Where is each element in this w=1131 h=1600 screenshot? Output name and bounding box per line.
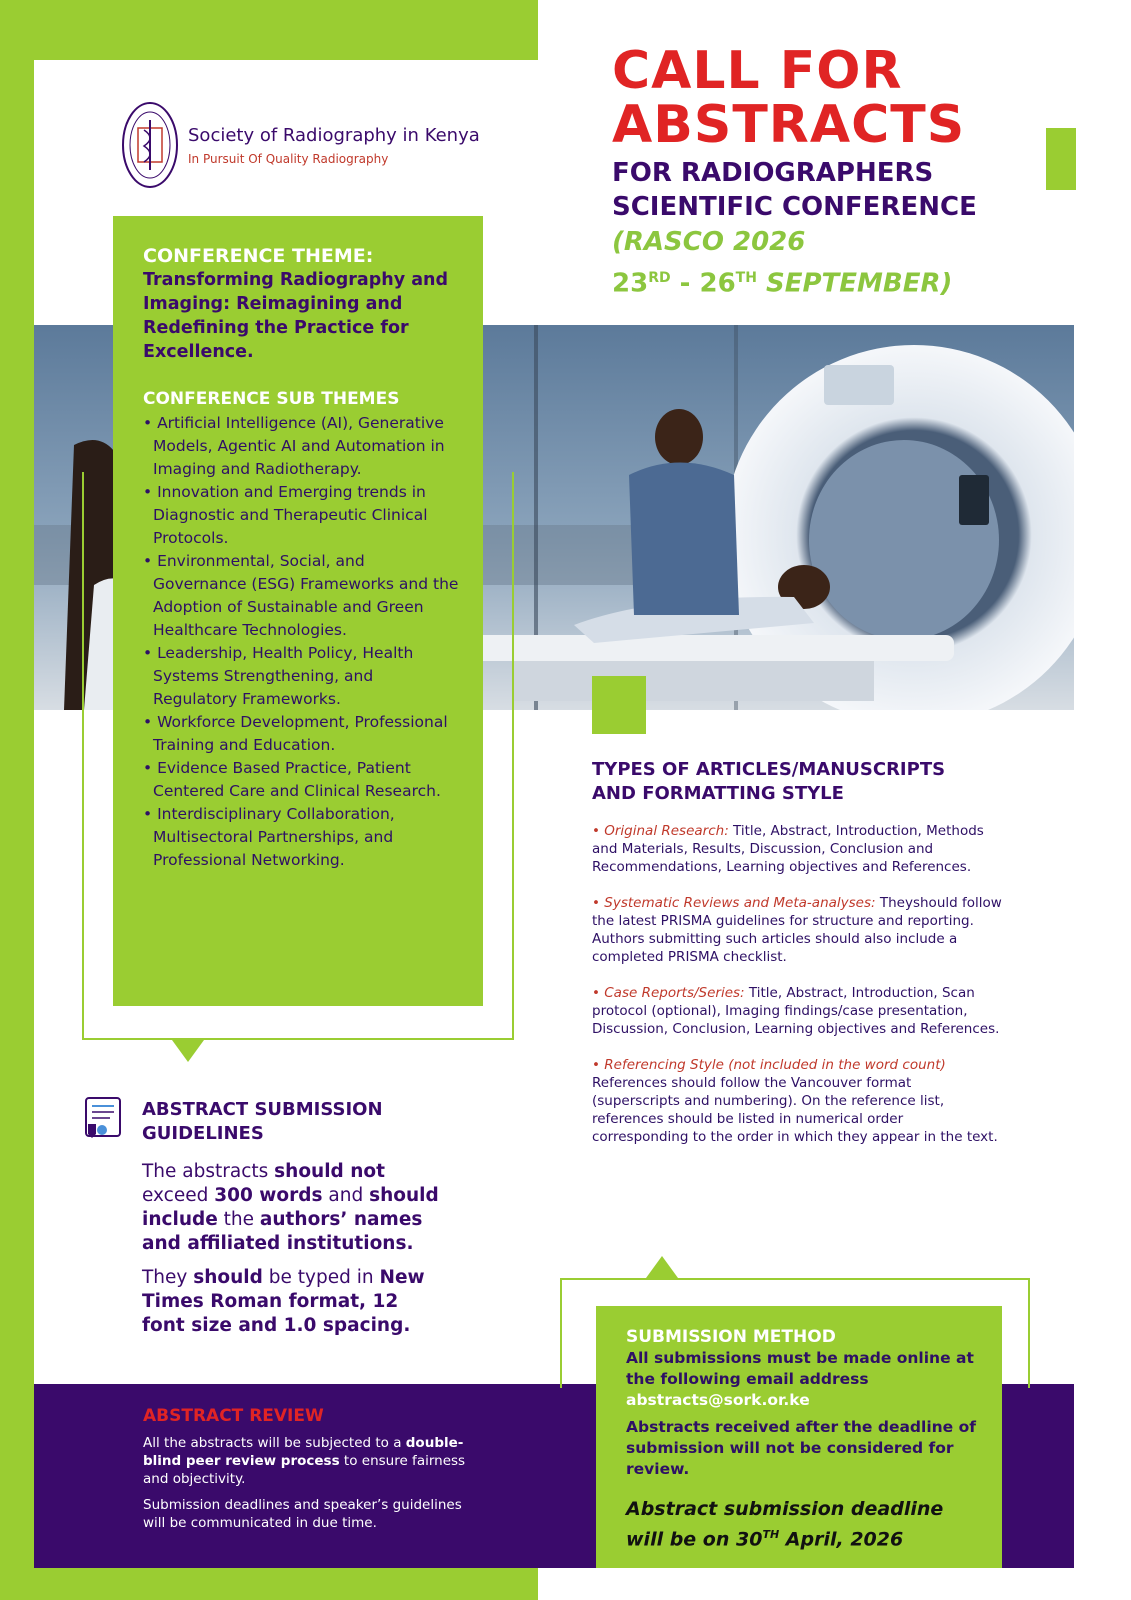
submission-heading: SUBMISSION METHOD [626, 1327, 836, 1347]
guidelines-section [142, 1098, 442, 1338]
sork-seal-icon [120, 100, 180, 190]
frame-green-top [0, 0, 538, 60]
review-heading: ABSTRACT REVIEW [143, 1406, 324, 1426]
submission-email[interactable]: abstracts@sork.or.ke [626, 1391, 810, 1409]
logo-name: Society of Radiography in Kenya [188, 124, 480, 146]
list-item: • Workforce Development, Professional Training and Education. [143, 713, 448, 754]
review-paragraph-1: All the abstracts will be subjected to a double-blind peer review process to ensure fairness and objectivity. [143, 1435, 466, 1487]
headline-sub2: SCIENTIFIC CONFERENCE [612, 192, 977, 222]
headline-line2: ABSTRACTS [612, 95, 966, 155]
article-type-referencing: • Referencing Style (not included in the word count) References should follow the Vancouver format (superscripts and numbering). On the reference list, references should be listed in numerical order corresponding to the order in which they appear in the text. [592, 1057, 998, 1145]
accent-square-mid [592, 676, 646, 734]
accent-square-top [1046, 128, 1076, 190]
review-paragraph-2: Submission deadlines and speaker’s guidelines will be communicated in due time. [143, 1497, 462, 1531]
guidelines-heading-2: GUIDELINES [142, 1123, 264, 1144]
article-type-systematic: • Systematic Reviews and Meta-analyses: Theyshould follow the latest PRISMA guidelines for structure and reporting. Authors submitting such articles should also include a completed PRISMA checklist. [592, 895, 1002, 965]
headline-line1: CALL FOR [612, 41, 903, 101]
list-item: • Innovation and Emerging trends in Diagnostic and Therapeutic Clinical Protocols. [143, 483, 428, 547]
review-section [143, 1406, 473, 1532]
conference-theme-box [113, 216, 483, 1006]
list-item: • Leadership, Health Policy, Health Systems Strengthening, and Regulatory Frameworks. [143, 644, 414, 708]
logo [120, 100, 500, 190]
headline [612, 41, 1032, 302]
list-item: • Interdisciplinary Collaboration, Multisectoral Partnerships, and Professional Networking. [143, 805, 395, 869]
headline-dates: 23RD - 26TH SEPTEMBER) [612, 268, 953, 299]
theme-heading: CONFERENCE THEME: [143, 245, 374, 267]
theme-outline-pointer [172, 1040, 204, 1062]
guidelines-paragraph-1: The abstracts should not exceed 300 words and should include the authors’ names and affiliated institutions. [142, 1161, 439, 1254]
list-item: • Evidence Based Practice, Patient Centered Care and Clinical Research. [143, 759, 441, 800]
document-icon [80, 1096, 126, 1144]
frame-green-bottom [0, 1568, 538, 1600]
submission-paragraph-2: Abstracts received after the deadline of submission will not be considered for review. [626, 1418, 976, 1478]
theme-text: Transforming Radiography and Imaging: Reimagining and Redefining the Practice for Excellence. [143, 270, 448, 362]
list-item: • Environmental, Social, and Governance (ESG) Frameworks and the Adoption of Sustainable and Green Healthcare Technologies. [143, 552, 459, 639]
headline-event: (RASCO 2026 [612, 227, 806, 257]
submission-method-box [596, 1306, 1002, 1568]
frame-green-left [0, 0, 34, 1600]
articles-section [592, 758, 1002, 1164]
sub-themes-heading: CONFERENCE SUB THEMES [143, 389, 400, 409]
articles-heading-1: TYPES OF ARTICLES/MANUSCRIPTS [592, 759, 946, 780]
guidelines-paragraph-2: They should be typed in New Times Roman format, 12 font size and 1.0 spacing. [142, 1267, 425, 1336]
list-item: • Artificial Intelligence (AI), Generative Models, Agentic AI and Automation in Imaging and Radiotherapy. [143, 414, 445, 478]
articles-heading-2: AND FORMATTING STYLE [592, 783, 844, 804]
submission-paragraph-1: All submissions must be made online at the following email address [626, 1349, 974, 1388]
submission-outline-pointer [646, 1256, 678, 1278]
sub-themes-list [143, 412, 459, 872]
logo-tagline: In Pursuit Of Quality Radiography [188, 151, 389, 166]
article-type-case-reports: • Case Reports/Series: Title, Abstract, Introduction, Scan protocol (optional), Imaging findings/case presentation, Discussion, Conclusion, Learning objectives and References. [592, 985, 1000, 1037]
submission-deadline: Abstract submission deadline will be on 30TH April, 2026 [626, 1498, 944, 1551]
article-type-original: • Original Research: Title, Abstract, Introduction, Methods and Materials, Results, Discussion, Conclusion and Recommendations, Learning objectives and References. [592, 823, 984, 875]
headline-sub1: FOR RADIOGRAPHERS [612, 158, 934, 188]
guidelines-heading-1: ABSTRACT SUBMISSION [142, 1099, 383, 1120]
